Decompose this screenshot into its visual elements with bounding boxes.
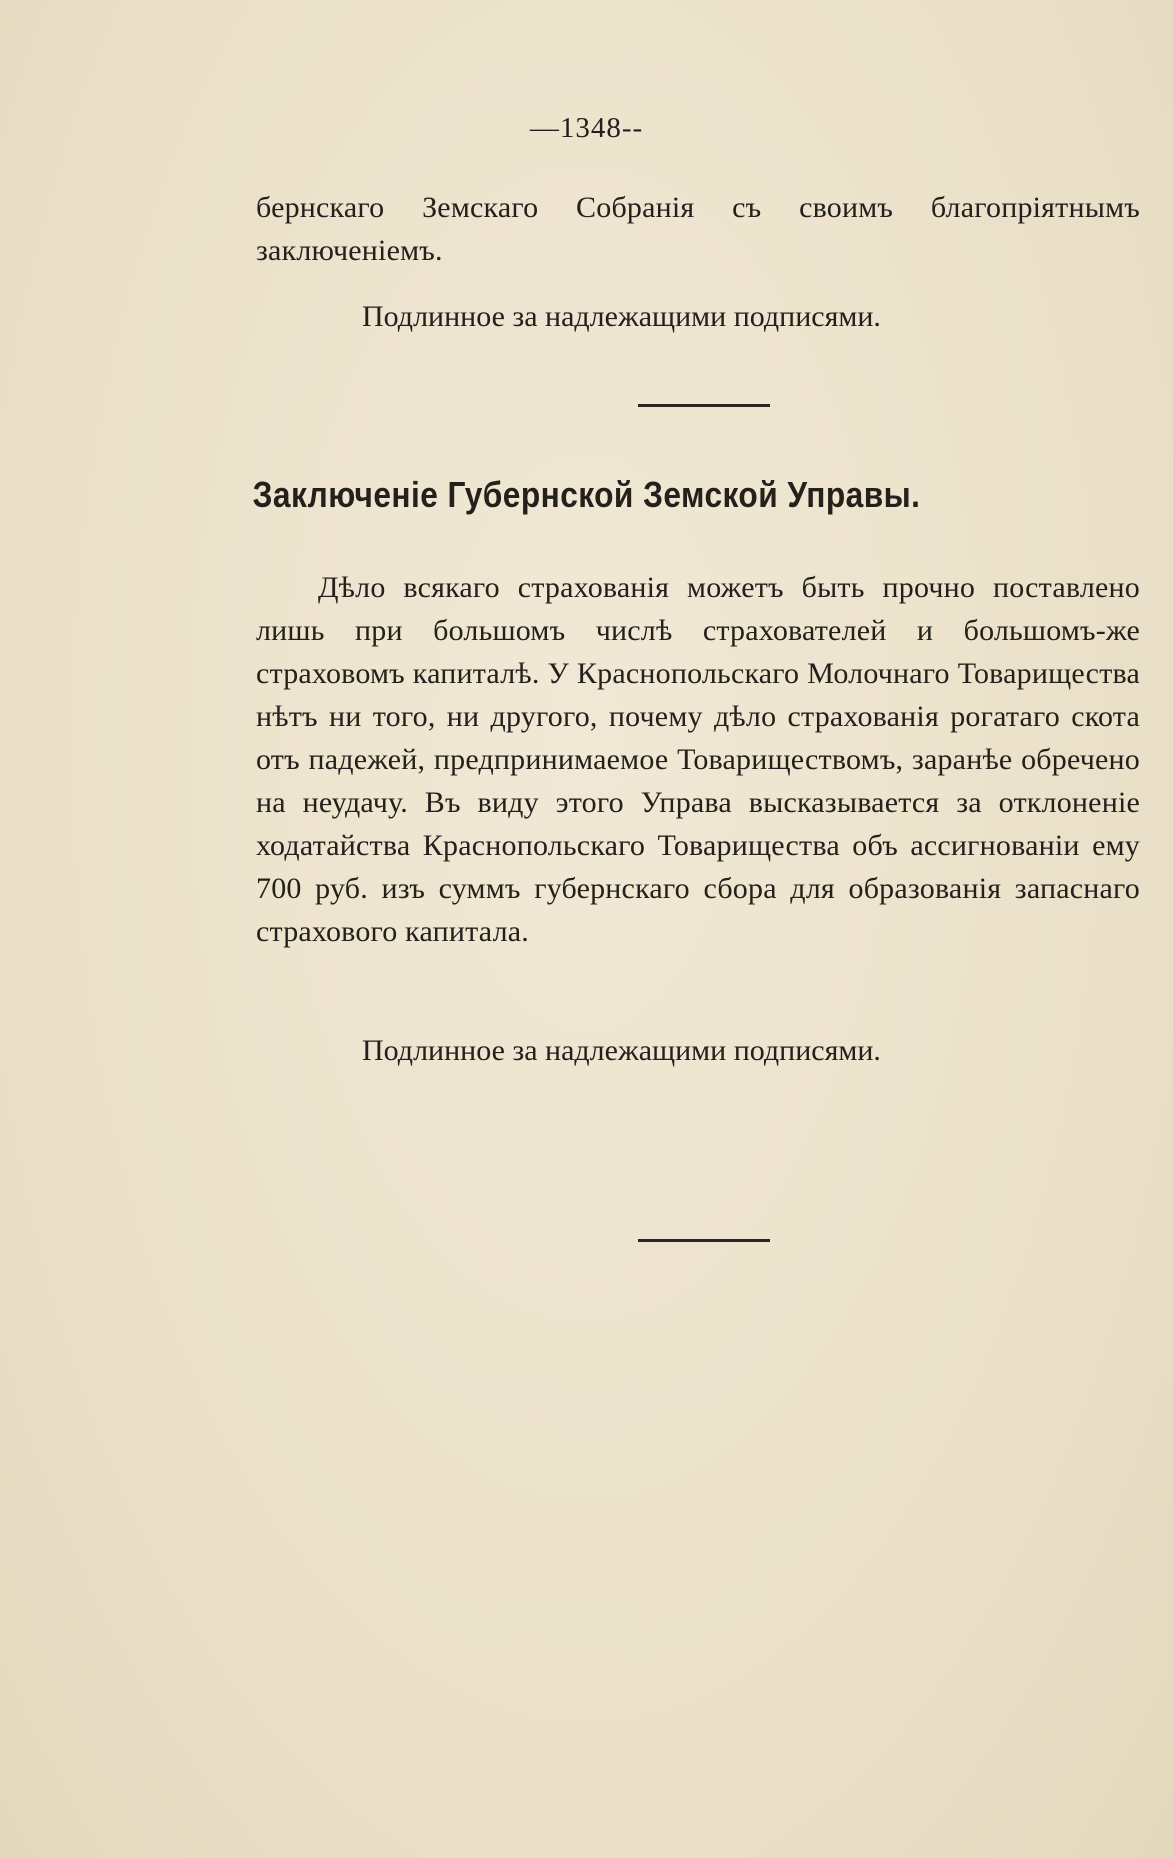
signature-note-final: Подлинное за надлежащими подписями. (362, 1034, 881, 1067)
section-heading: Заключеніе Губернской Земской Управы. (252, 474, 921, 515)
page-number: —1348-- (529, 112, 644, 144)
continuation-paragraph: бернскаго Земскаго Собранія съ своимъ благопріятнымъ заключеніемъ. (256, 191, 1140, 267)
section-divider (638, 404, 770, 407)
end-divider (638, 1239, 770, 1242)
main-paragraph: Дѣло всякаго страхованія можетъ быть прочно поставлено лишь при большомъ числѣ страхователей и большомъ-же страховомъ капиталѣ. У Краснопольскаго Молочнаго Товарищества нѣтъ ни того, ни другого, почему дѣло страхованія рогатаго скота отъ падежей, предпринимаемое Товариществомъ, заранѣе обречено на неудачу. Въ виду этого Управа высказывается за отклоненіе ходатайства Краснопольскаго Товарищества объ ассигнованіи ему 700 руб. изъ суммъ губернскаго сбора для образованія запаснаго страхового капитала. (256, 571, 1140, 948)
signature-note: Подлинное за надлежащими подписями. (362, 300, 881, 333)
